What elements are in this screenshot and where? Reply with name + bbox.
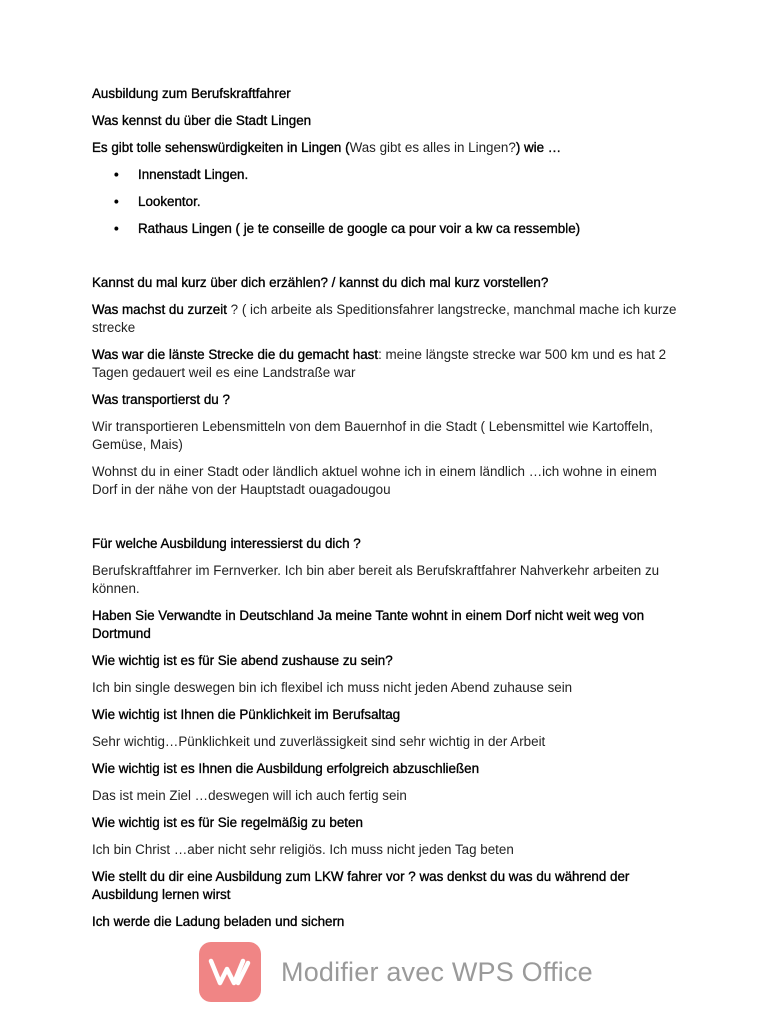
spacer: [92, 247, 682, 274]
list-item: [92, 220, 682, 238]
answer-lingen-part2: Was gibt es alles in Lingen?: [349, 140, 516, 155]
question-lingen: Was kennst du über die Stadt Lingen: [92, 113, 312, 128]
wps-banner[interactable]: [199, 942, 593, 1002]
list-item: [92, 166, 682, 184]
bullet-icon: •: [114, 221, 119, 236]
list-item-text: Innenstadt Lingen.: [138, 167, 249, 182]
question-transport: Was transportierst du ?: [92, 392, 230, 407]
answer-longest-route: : meine längste strecke war 500 km und es hat 2 Tagen gedauert weil es eine Landstraße war: [92, 347, 667, 380]
bullet-icon: •: [114, 194, 119, 209]
answer-punctuality: Sehr wichtig…Pünklichkeit und zuverlässigkeit sind sehr wichtig in der Arbeit: [92, 734, 546, 749]
question-training: Für welche Ausbildung interessierst du dich ?: [92, 536, 361, 551]
wps-logo-icon: [199, 942, 261, 1002]
question-relatives: Haben Sie Verwandte in Deutschland Ja meine Tante wohnt in einem Dorf nicht weit weg von Dortmund: [92, 608, 645, 641]
question-evening-home: Wie wichtig ist es für Sie abend zushause zu sein?: [92, 653, 393, 668]
answer-evening-home: Ich bin single deswegen bin ich flexibel ich muss nicht jeden Abend zuhause sein: [92, 680, 573, 695]
document-body: [92, 85, 682, 940]
answer-truck-training: Ich werde die Ladung beladen und sichern: [92, 914, 345, 929]
answer-transport: Wir transportieren Lebensmitteln von dem Bauernhof in die Stadt ( Lebensmittel wie Kartoffeln, Gemüse, Mais): [92, 419, 653, 452]
answer-residence: Wohnst du in einer Stadt oder ländlich aktuel wohne ich in einem ländlich …ich wohne in einem Dorf in der nähe von der Hauptstadt ouagadougou: [92, 464, 657, 497]
question-complete-training: Wie wichtig ist es Ihnen die Ausbildung erfolgreich abzuschließen: [92, 761, 480, 776]
question-introduce: Kannst du mal kurz über dich erzählen? / kannst du dich mal kurz vorstellen?: [92, 275, 549, 290]
document-title: Ausbildung zum Berufskraftfahrer: [92, 86, 291, 101]
bullet-icon: •: [114, 167, 119, 182]
question-punctuality: Wie wichtig ist Ihnen die Pünklichkeit im Berufsaltag: [92, 707, 401, 722]
spacer: [92, 508, 682, 535]
answer-lingen-part3: ) wie …: [515, 140, 562, 155]
list-item-text: Lookentor.: [138, 194, 201, 209]
answer-lingen: [92, 139, 682, 157]
list-item: [92, 193, 682, 211]
question-current-job: [92, 301, 682, 337]
question-longest-route: [92, 346, 682, 382]
question-truck-training: Wie stellt du dir eine Ausbildung zum LKW fahrer vor ? was denkst du was du während der Ausbildung lernen wirst: [92, 869, 630, 902]
list-item-text: Rathaus Lingen ( je te conseille de google ca pour voir a kw ca ressemble): [138, 221, 581, 236]
question-longest-route-label: Was war die länste Strecke die du gemacht hast: [92, 347, 379, 362]
answer-training: Berufskraftfahrer im Fernverker. Ich bin aber bereit als Berufskraftfahrer Nahverkehr arbeiten zu können.: [92, 563, 660, 596]
wps-w-icon: [208, 955, 252, 989]
sights-list: [92, 166, 682, 238]
question-pray: Wie wichtig ist es für Sie regelmäßig zu beten: [92, 815, 363, 830]
answer-lingen-part1: Es gibt tolle sehenswürdigkeiten in Lingen (: [92, 140, 350, 155]
wps-banner-label: Modifier avec WPS Office: [281, 956, 593, 987]
answer-current-job: ? ( ich arbeite als Speditionsfahrer langstrecke, manchmal mache ich kurze strecke: [92, 302, 677, 335]
answer-pray: Ich bin Christ …aber nicht sehr religiös. Ich muss nicht jeden Tag beten: [92, 842, 514, 857]
question-current-job-label: Was machst du zurzeit: [92, 302, 227, 317]
answer-complete-training: Das ist mein Ziel …deswegen will ich auch fertig sein: [92, 788, 407, 803]
